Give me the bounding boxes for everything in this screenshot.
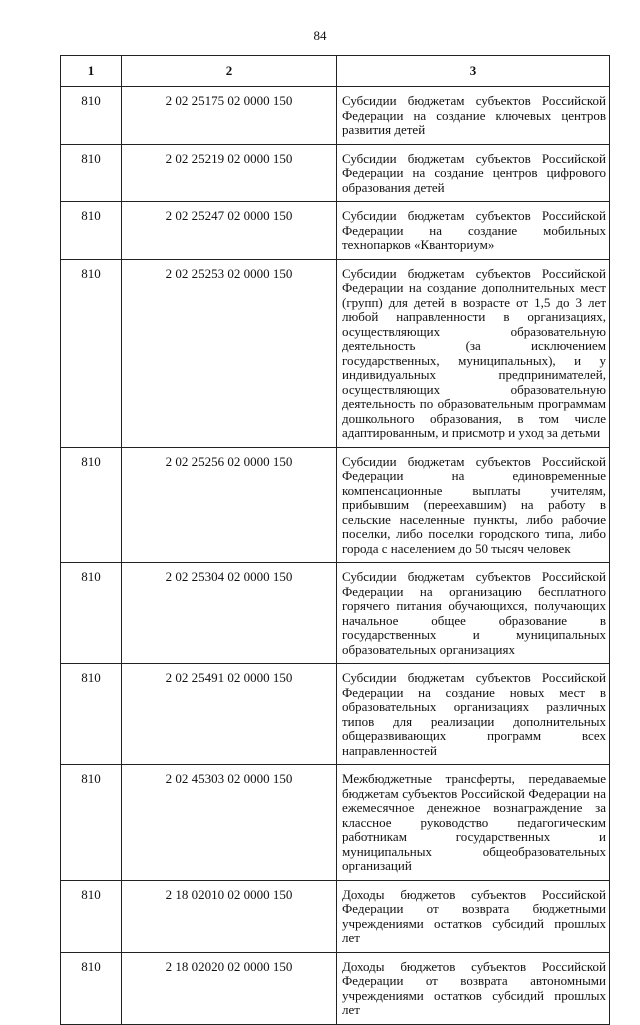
column-header-1: 1 <box>61 56 122 87</box>
income-description-cell: Субсидии бюджетам субъектов Российской Федерации на создание новых мест в образовательных организациях различных типов для реализации дополнительных общеразвивающих программ всех направленностей <box>337 664 610 765</box>
table-row <box>61 563 610 664</box>
income-description-cell: Доходы бюджетов субъектов Российской Федерации от возврата автономными учреждениями остатков субсидий прошлых лет <box>337 952 610 1024</box>
admin-code-cell: 810 <box>61 765 122 881</box>
admin-code-cell: 810 <box>61 202 122 260</box>
column-header-3: 3 <box>337 56 610 87</box>
table-row <box>61 952 610 1024</box>
table-body <box>61 87 610 1025</box>
admin-code-cell: 810 <box>61 880 122 952</box>
table-row <box>61 202 610 260</box>
admin-code-cell: 810 <box>61 144 122 202</box>
income-description-cell: Субсидии бюджетам субъектов Российской Федерации на создание ключевых центров развития детей <box>337 87 610 145</box>
admin-code-cell: 810 <box>61 563 122 664</box>
table-row <box>61 664 610 765</box>
table-row <box>61 447 610 563</box>
income-code-cell: 2 02 25219 02 0000 150 <box>122 144 337 202</box>
table-row <box>61 87 610 145</box>
admin-code-cell: 810 <box>61 447 122 563</box>
income-description-cell: Субсидии бюджетам субъектов Российской Федерации на создание центров цифрового образования детей <box>337 144 610 202</box>
income-code-cell: 2 02 25304 02 0000 150 <box>122 563 337 664</box>
income-code-cell: 2 02 25256 02 0000 150 <box>122 447 337 563</box>
income-description-cell: Субсидии бюджетам субъектов Российской Федерации на единовременные компенсационные выплаты учителям, прибывшим (переехавшим) на работу в сельские населенные пункты, либо рабочие поселки, либо поселки городского типа, либо города с населением до 50 тысяч человек <box>337 447 610 563</box>
table-row <box>61 765 610 881</box>
table-row <box>61 144 610 202</box>
admin-code-cell: 810 <box>61 952 122 1024</box>
table-row <box>61 259 610 447</box>
column-header-2: 2 <box>122 56 337 87</box>
admin-code-cell: 810 <box>61 259 122 447</box>
income-code-cell: 2 18 02010 02 0000 150 <box>122 880 337 952</box>
admin-code-cell: 810 <box>61 87 122 145</box>
income-description-cell: Субсидии бюджетам субъектов Российской Федерации на организацию бесплатного горячего питания обучающихся, получающих начальное общее образование в государственных и муниципальных образовательных организациях <box>337 563 610 664</box>
income-code-cell: 2 18 02020 02 0000 150 <box>122 952 337 1024</box>
income-code-cell: 2 02 25491 02 0000 150 <box>122 664 337 765</box>
income-description-cell: Субсидии бюджетам субъектов Российской Федерации на создание мобильных технопарков «Кванториум» <box>337 202 610 260</box>
income-description-cell: Субсидии бюджетам субъектов Российской Федерации на создание дополнительных мест (групп) для детей в возрасте от 1,5 до 3 лет любой направленности в организациях, осуществляющих образовательную деятельность (за исключением государственных, муниципальных), и у индивидуальных предпринимателей, осуществляющих образовательную деятельность по образовательным программам дошкольного образования, в том числе адаптированным, и присмотр и уход за детьми <box>337 259 610 447</box>
income-code-cell: 2 02 25175 02 0000 150 <box>122 87 337 145</box>
income-description-cell: Доходы бюджетов субъектов Российской Федерации от возврата бюджетными учреждениями остатков субсидий прошлых лет <box>337 880 610 952</box>
budget-classification-table <box>60 55 610 1025</box>
income-code-cell: 2 02 25247 02 0000 150 <box>122 202 337 260</box>
income-description-cell: Межбюджетные трансферты, передаваемые бюджетам субъектов Российской Федерации на ежемесячное денежное вознаграждение за классное руководство педагогическим работникам государственных и муниципальных общеобразовательных организаций <box>337 765 610 881</box>
table-row <box>61 880 610 952</box>
header-row <box>61 56 610 87</box>
income-code-cell: 2 02 25253 02 0000 150 <box>122 259 337 447</box>
admin-code-cell: 810 <box>61 664 122 765</box>
income-code-cell: 2 02 45303 02 0000 150 <box>122 765 337 881</box>
table-header <box>61 56 610 87</box>
page-number: 84 <box>313 28 327 43</box>
